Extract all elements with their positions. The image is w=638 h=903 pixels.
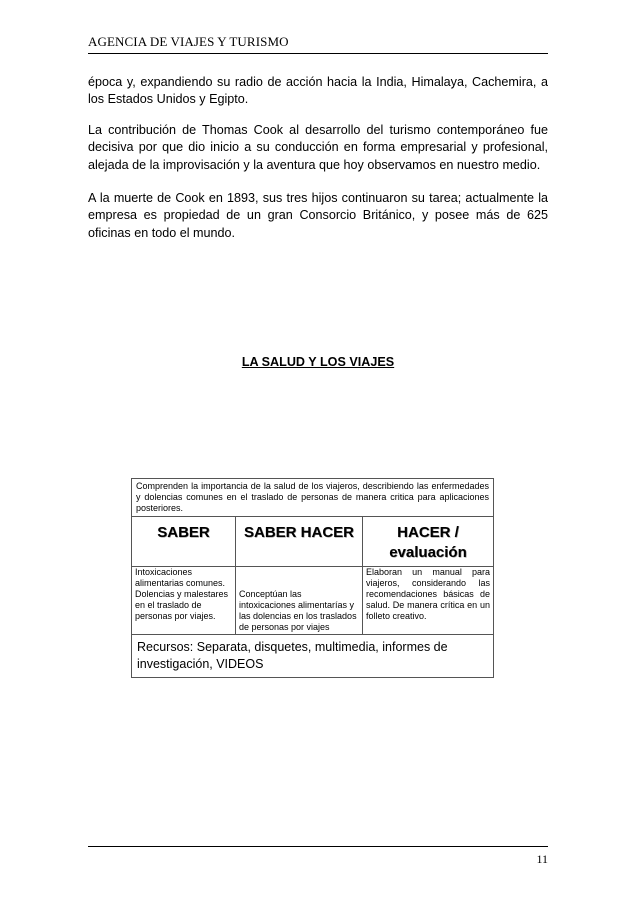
resources-row <box>132 635 494 678</box>
cell-saber-hacer <box>236 567 363 635</box>
header-hacer-evaluacion: HACER / evaluación <box>363 517 494 567</box>
competency-table <box>131 478 494 678</box>
content-row <box>132 567 494 635</box>
section-title: LA SALUD Y LOS VIAJES <box>241 355 395 369</box>
header-saber-hacer: SABER HACER <box>236 517 363 567</box>
page-header: AGENCIA DE VIAJES Y TURISMO <box>88 34 289 49</box>
paragraph-3: A la muerte de Cook en 1893, sus tres hijos continuaron su tarea; actualmente la empresa es propiedad de un gran Consorcio Británico, y posee más de 625 oficinas en todo el mundo. <box>88 191 548 240</box>
paragraph-2: La contribución de Thomas Cook al desarrollo del turismo contemporáneo fue decisiva por que dio inicio a su conducción en forma empresarial y profesional, alejada de la improvisación y la aventura que hoy observamos en nuestro medio. <box>88 123 548 172</box>
header-divider <box>88 53 548 54</box>
paragraph-1: época y, expandiendo su radio de acción hacia la India, Himalaya, Cachemira, a los Estados Unidos y Egipto. <box>88 75 548 107</box>
footer-divider <box>88 846 548 847</box>
header-saber: SABER <box>132 517 236 567</box>
intro-row <box>132 479 494 517</box>
page-number: 11 <box>536 852 548 866</box>
cell-saber-hacer-text: Conceptúan las intoxicaciones alimentarías y las dolencias en los traslados de personas por viajes <box>239 589 357 632</box>
intro-cell: Comprenden la importancia de la salud de los viajeros, describiendo las enfermedades y dolencias comunes en el traslado de personas de manera critica para aplicaciones posteriores. <box>132 479 494 517</box>
resources-cell: Recursos: Separata, disquetes, multimedia, informes de investigación, VIDEOS <box>132 635 494 678</box>
cell-saber: Intoxicaciones alimentarias comunes. Dolencias y malestares en el traslado de personas por viajes. <box>132 567 236 635</box>
header-row <box>132 517 494 567</box>
cell-hacer: Elaboran un manual para viajeros, considerando las recomendaciones básicas de salud. De manera crítica en un folleto creativo. <box>363 567 494 635</box>
